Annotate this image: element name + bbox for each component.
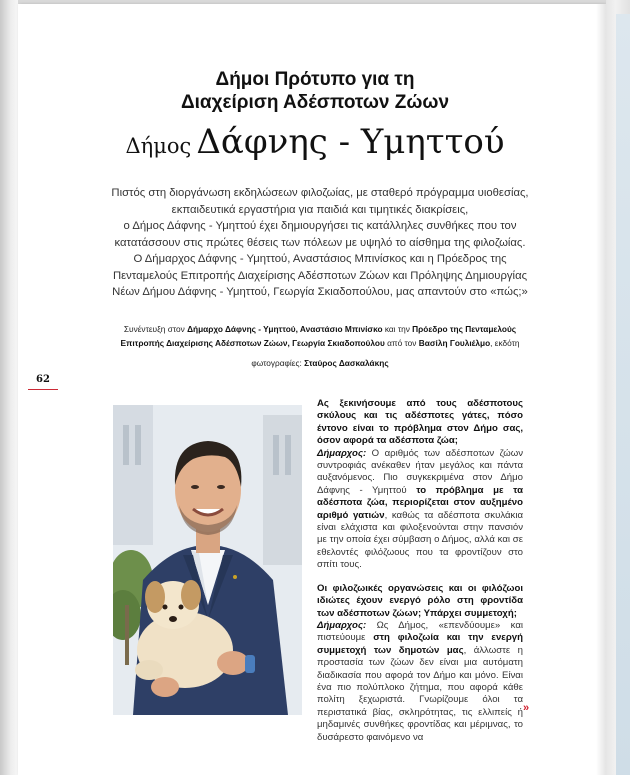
- answer-speaker: Δήμαρχος:: [317, 447, 367, 459]
- intro-line: κατατάσσουν στις πρώτες θέσεις των πόλεων με υψηλό το αίσθημα της φιλοζωίας.: [114, 236, 526, 249]
- answer-text: , καθώς τα αδέσποτα σκυλάκια είναι ελάχιστα και φιλοξενούνται στην πανσιόν με την οποία έχει σύμβαση ο Δήμος, αλλά και σε εθελοντές φιλόζωους που τα φροντίζουν στο σπίτι τους.: [317, 509, 524, 571]
- intro-line: εκπαιδευτικά εργαστήρια για παιδιά και τιμητικές διακρίσεις,: [171, 203, 469, 216]
- headline-line-2: Διαχείριση Αδέσποτων Ζώων: [180, 92, 450, 113]
- credits-text: Συνέντευξη στον: [123, 324, 188, 334]
- answer-2: [317, 620, 523, 744]
- intro-paragraph: [110, 185, 530, 301]
- credits-text: από τον: [384, 338, 419, 348]
- credits-photographer: Σταύρος Δασκαλάκης: [304, 358, 389, 368]
- credits-mayor: Δήμαρχο Δάφνης - Υμηττού, Αναστάσιο Μπινίσκο: [187, 324, 383, 334]
- continued-arrow-icon[interactable]: »: [523, 702, 530, 714]
- interview-text: [317, 398, 523, 744]
- paragraph-gap: [317, 572, 523, 583]
- page-frame-right: [606, 0, 630, 775]
- credits-text: , εκδότη: [490, 338, 520, 348]
- mayor-photo: [113, 405, 302, 715]
- municipality-prefix: Δήμος: [125, 134, 192, 158]
- municipality-title: [0, 122, 630, 162]
- answer-highlight: το πρόβλημα με τα αδέσποτα ζώα, περιορίζεται στον αυξημένο αριθμό γατιών: [317, 484, 524, 521]
- question-1: Ας ξεκινήσουμε από τους αδέσποτους σκύλους και τις αδέσποτες γάτες, πόσο έντονο είναι το πρόβλημα στον Δήμο σας, όσον αφορά τα αδέσποτα ζώα;: [317, 398, 523, 447]
- intro-line: ο Δήμος Δάφνης - Υμηττού έχει δημιουργήσει τις κατάλληλες συνθήκες που τον: [123, 220, 517, 232]
- answer-highlight: στη φιλοζωία και την ενεργή συμμετοχή των δημοτών μας: [317, 632, 523, 656]
- credits-text: φωτογραφίες:: [251, 358, 305, 368]
- intro-line: Νέων Δήμου Δάφνης - Υμηττού, Γεωργία Σκιαδοπούλου, μας απαντούν στο «πώς;»: [112, 286, 528, 298]
- answer-text: Ως Δήμος, «επενδύουμε» και πιστεύουμε: [317, 619, 523, 644]
- headline-line-1: Δήμοι Πρότυπο για τη: [215, 69, 415, 90]
- interview-credits: [100, 322, 540, 370]
- page-number-rule: [28, 389, 58, 390]
- credits-line-2: [100, 336, 540, 350]
- question-2: Οι φιλοζωικές οργανώσεις και οι φιλόζωοι ιδιώτες έχουν ενεργό ρόλο στη φροντίδα των αδέσποτων ζώων; Υπάρχει συμμετοχή;: [317, 582, 523, 619]
- answer-text: Ο αριθμός των αδέσποτων ζώων συντροφιάς ανέκαθεν ήταν μεγάλος και πάντα αυξανόμενος. Πιο συγκεκριμένα στον Δήμο Δάφνης - Υμηττού: [317, 447, 523, 496]
- answer-speaker: Δήμαρχος:: [317, 619, 367, 631]
- municipality-name: Δάφνης - Υμηττού: [196, 122, 505, 162]
- answer-1: [317, 448, 523, 572]
- credits-line-1: [100, 322, 540, 336]
- answer-text: , άλλωστε η προστασία των ζώων δεν είναι μια αυτόματη διαδικασία που αφορά τον Δήμο και μόνο. Είναι ένα πιο πολύπλοκο ζήτημα, που αφορά κάθε πολίτη ξεχωριστά. Γνωρίζουμε όλοι τα περιστατικά βίας, σκληρότητας, τις ελλιπείς ή μηδαμινές συνθήκες φροντίδας και μέριμνας, το δυσάρεστο φαινόμενο να: [317, 644, 523, 743]
- credits-text: και την: [382, 324, 413, 334]
- credits-photos: [100, 356, 540, 370]
- page-frame-left: [0, 0, 18, 775]
- page-spine: [596, 4, 606, 775]
- credits-president: Πρόεδρο της Πενταμελούς: [412, 324, 517, 334]
- intro-line: Πενταμελούς Επιτροπής Διαχείρισης Αδέσποτων Ζώων και Πρόληψης Δημιουργίας: [112, 269, 528, 282]
- credits-publisher: Βασίλη Γουλιέλμο: [418, 338, 491, 348]
- intro-line: Πιστός στη διοργάνωση εκδηλώσεων φιλοζωίας, με σταθερό πρόγραμμα υιοθεσίας,: [111, 187, 529, 199]
- credits-committee: Επιτροπής Διαχείρισης Αδέσποτων Ζώων, Γεωργία Σκιαδοπούλου: [120, 338, 385, 348]
- page-number: 62: [36, 374, 50, 385]
- intro-line: Ο Δήμαρχος Δάφνης - Υμηττού, Αναστάσιος Μπινίσκος και η Πρόεδρος της: [133, 253, 507, 265]
